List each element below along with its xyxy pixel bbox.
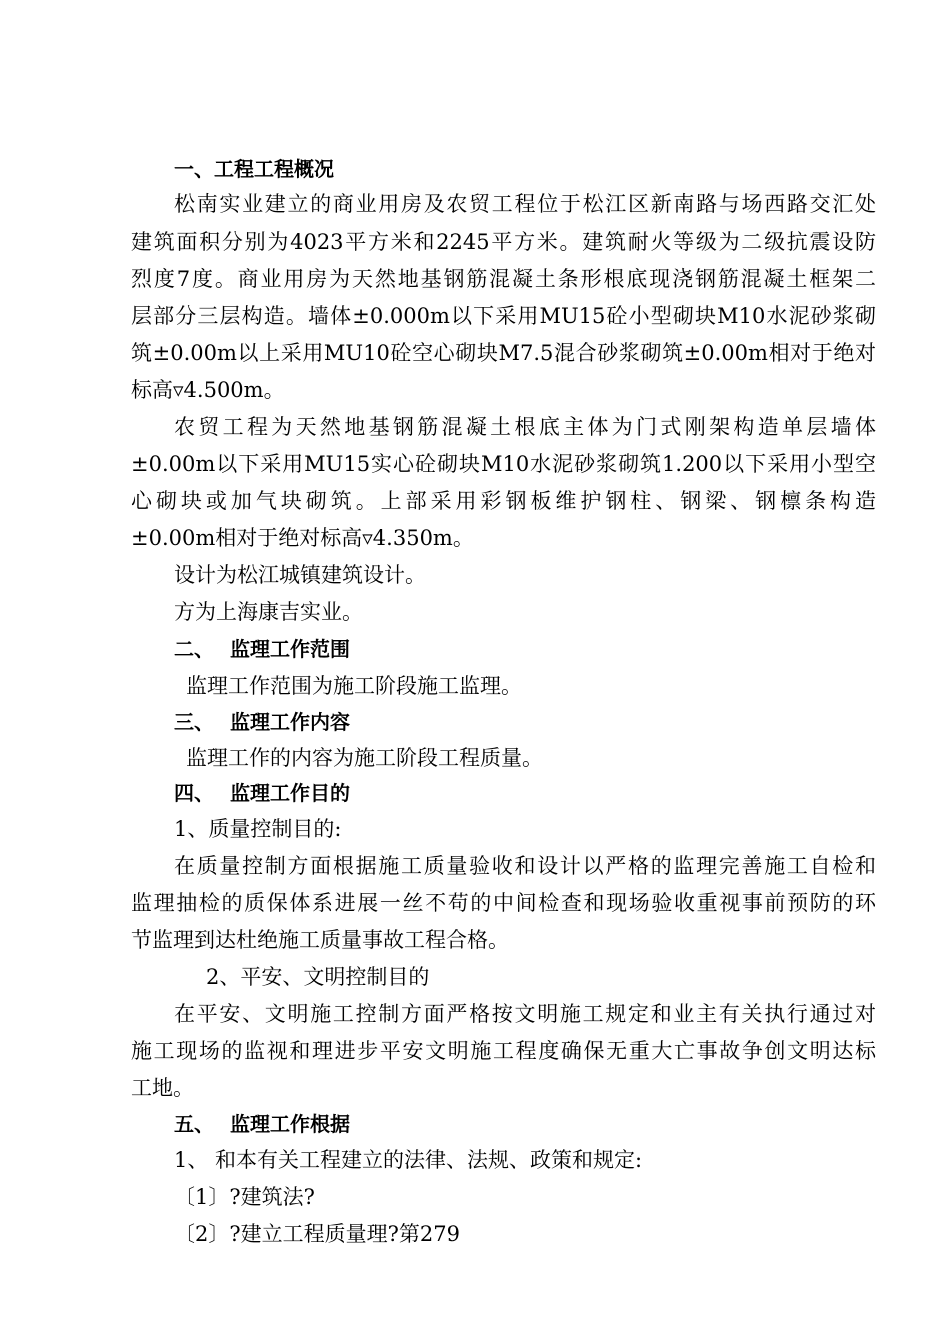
paragraph-line: 建筑面积分别为4023平方米和2245平方米。建筑耐火等级为二级抗震设防 <box>131 230 876 254</box>
heading-text: 监理工作根据 <box>230 1112 350 1136</box>
paragraph-line: 心砌块或加气块砌筑。上部采用彩钢板维护钢柱、钢梁、钢檩条构造 <box>131 489 876 513</box>
paragraph-line: 层部分三层构造。墙体±0.000m以下采用MU15砼小型砌块M10水泥砂浆砌 <box>131 304 876 328</box>
paragraph-line: 监理工作范围为施工阶段施工监理。 <box>186 674 522 698</box>
paragraph-line: 施工现场的监视和理进步平安文明施工程度确保无重大亡事故争创文明达标 <box>131 1039 876 1063</box>
subheading: 1、质量控制目的: <box>174 817 342 841</box>
reference-item: 〔2〕?建立工程质量理?第279 <box>174 1222 460 1246</box>
paragraph-line: 节监理到达杜绝施工质量事故工程合格。 <box>131 928 509 952</box>
heading-text: 监理工作目的 <box>230 781 350 805</box>
paragraph-line: ±0.00m以下采用MU15实心砼砌块M10水泥砂浆砌筑1.200以下采用小型空 <box>131 452 876 476</box>
subheading: 1、 和本有关工程建立的法律、法规、政策和规定: <box>174 1148 643 1172</box>
heading-number: 四、 <box>174 781 214 805</box>
paragraph-line: 烈度7度。商业用房为天然地基钢筋混凝土条形根底现浇钢筋混凝土框架二 <box>131 267 876 291</box>
heading-number: 三、 <box>174 710 214 734</box>
section-heading-2 <box>174 632 919 666</box>
paragraph-line: 筑±0.00m以上采用MU10砼空心砌块M7.5混合砂浆砌筑±0.00m相对于绝对 <box>131 341 876 365</box>
paragraph-line: 松南实业建立的商业用房及农贸工程位于松江区新南路与场西路交汇处 <box>174 192 876 216</box>
paragraph-line: 标高▿4.500m。 <box>131 378 285 402</box>
section-heading-3 <box>174 705 919 739</box>
heading-text: 监理工作内容 <box>230 710 350 734</box>
paragraph-line: 在质量控制方面根据施工质量验收和设计以严格的监理完善施工自检和 <box>174 854 876 878</box>
section-heading-4 <box>174 776 919 810</box>
paragraph-line: 农贸工程为天然地基钢筋混凝土根底主体为门式刚架构造单层墙体 <box>174 415 876 439</box>
section-heading-1: 一、工程工程概况 <box>174 157 334 181</box>
heading-number: 五、 <box>174 1112 214 1136</box>
paragraph-line: 在平安、文明施工控制方面严格按文明施工规定和业主有关执行通过对 <box>174 1002 876 1026</box>
section-heading-5 <box>174 1107 919 1141</box>
subheading: 2、平安、文明控制目的 <box>206 965 430 989</box>
heading-number: 二、 <box>174 637 214 661</box>
paragraph-line: 设计为松江城镇建筑设计。 <box>174 563 426 587</box>
reference-item: 〔1〕?建筑法? <box>174 1185 315 1209</box>
paragraph-line: 监理工作的内容为施工阶段工程质量。 <box>186 746 543 770</box>
paragraph-line: 方为上海康吉实业。 <box>174 600 363 624</box>
paragraph-line: 监理抽检的质保体系进展一丝不苟的中间检查和现场验收重视事前预防的环 <box>131 891 876 915</box>
paragraph-line: ±0.00m相对于绝对标高▿4.350m。 <box>131 526 474 550</box>
paragraph-line: 工地。 <box>131 1076 194 1100</box>
heading-text: 监理工作范围 <box>230 637 350 661</box>
